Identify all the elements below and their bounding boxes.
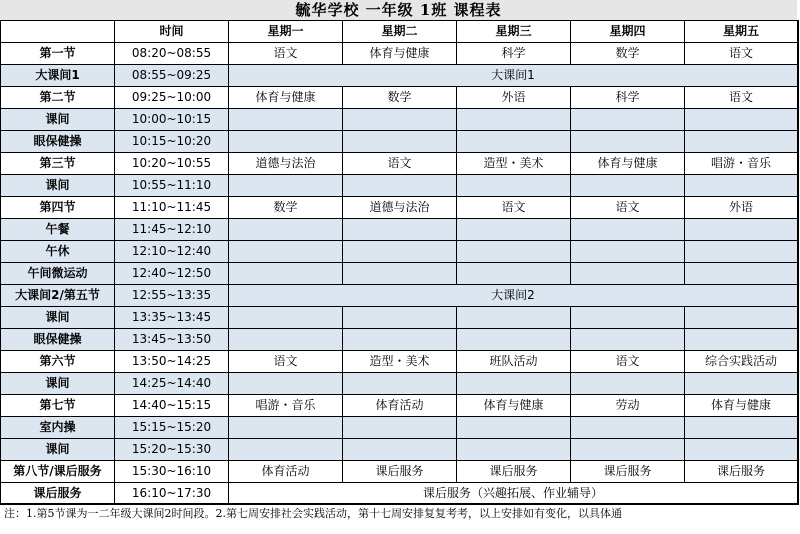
cell-thursday[interactable]: 课后服务 [571,461,685,483]
cell-tuesday[interactable] [343,307,457,329]
cell-friday[interactable] [685,131,798,153]
cell-tuesday[interactable] [343,329,457,351]
cell-thursday[interactable] [571,439,685,461]
cell-thursday[interactable] [571,263,685,285]
period-time[interactable]: 13:50~14:25 [115,351,229,373]
cell-tuesday[interactable]: 课后服务 [343,461,457,483]
cell-wednesday[interactable] [457,307,571,329]
cell-tuesday[interactable] [343,241,457,263]
period-label[interactable]: 课间 [1,439,115,461]
cell-friday[interactable] [685,373,798,395]
cell-monday[interactable] [229,373,343,395]
period-time[interactable]: 12:40~12:50 [115,263,229,285]
cell-monday[interactable] [229,307,343,329]
period-label[interactable]: 课间 [1,175,115,197]
period-time[interactable]: 14:40~15:15 [115,395,229,417]
cell-thursday[interactable] [571,219,685,241]
period-label[interactable]: 午休 [1,241,115,263]
cell-tuesday[interactable] [343,219,457,241]
cell-tuesday[interactable] [343,109,457,131]
table-row [1,417,798,439]
cell-friday[interactable]: 语文 [685,43,798,65]
cell-monday[interactable]: 语文 [229,43,343,65]
table-row [1,219,798,241]
period-label[interactable]: 第四节 [1,197,115,219]
cell-monday[interactable] [229,175,343,197]
cell-wednesday[interactable] [457,373,571,395]
cell-friday[interactable] [685,175,798,197]
merged-cell[interactable]: 课后服务（兴趣拓展、作业辅导） [229,483,798,505]
period-label[interactable]: 第七节 [1,395,115,417]
period-time[interactable]: 09:25~10:00 [115,87,229,109]
cell-friday[interactable] [685,417,798,439]
table-row [1,131,798,153]
cell-monday[interactable] [229,263,343,285]
cell-monday[interactable] [229,329,343,351]
cell-tuesday[interactable]: 体育与健康 [343,43,457,65]
period-time[interactable]: 15:15~15:20 [115,417,229,439]
cell-tuesday[interactable]: 体育活动 [343,395,457,417]
cell-friday[interactable] [685,241,798,263]
cell-thursday[interactable] [571,417,685,439]
table-row [1,109,798,131]
table-row [1,197,798,219]
cell-friday[interactable]: 外语 [685,197,798,219]
merged-cell[interactable]: 大课间1 [229,65,798,87]
period-time[interactable]: 10:00~10:15 [115,109,229,131]
period-time[interactable]: 10:55~11:10 [115,175,229,197]
cell-tuesday[interactable] [343,417,457,439]
period-label[interactable]: 大课间1 [1,65,115,87]
header-corner[interactable] [1,21,115,43]
period-label[interactable]: 眼保健操 [1,329,115,351]
period-label[interactable]: 第一节 [1,43,115,65]
table-row [1,87,798,109]
cell-thursday[interactable]: 语文 [571,197,685,219]
cell-wednesday[interactable] [457,439,571,461]
cell-tuesday[interactable]: 道德与法治 [343,197,457,219]
cell-monday[interactable]: 语文 [229,351,343,373]
cell-monday[interactable] [229,439,343,461]
cell-wednesday[interactable]: 科学 [457,43,571,65]
period-label[interactable]: 第三节 [1,153,115,175]
cell-friday[interactable] [685,109,798,131]
period-label[interactable]: 第二节 [1,87,115,109]
cell-tuesday[interactable] [343,175,457,197]
table-row [1,439,798,461]
cell-monday[interactable] [229,109,343,131]
cell-wednesday[interactable] [457,131,571,153]
cell-monday[interactable]: 数学 [229,197,343,219]
period-label[interactable]: 午间微运动 [1,263,115,285]
header-monday[interactable]: 星期一 [229,21,343,43]
cell-thursday[interactable] [571,175,685,197]
period-time[interactable]: 10:15~10:20 [115,131,229,153]
period-label[interactable]: 室内操 [1,417,115,439]
cell-tuesday[interactable] [343,131,457,153]
period-time[interactable]: 15:30~16:10 [115,461,229,483]
cell-wednesday[interactable] [457,219,571,241]
table-row [1,65,798,87]
table-row [1,395,798,417]
cell-thursday[interactable] [571,307,685,329]
period-label[interactable]: 课间 [1,373,115,395]
header-row [1,21,798,43]
timetable [0,20,798,505]
cell-thursday[interactable] [571,109,685,131]
period-time[interactable]: 08:20~08:55 [115,43,229,65]
cell-tuesday[interactable] [343,263,457,285]
cell-friday[interactable]: 课后服务 [685,461,798,483]
cell-wednesday[interactable]: 班队活动 [457,351,571,373]
cell-friday[interactable] [685,263,798,285]
period-time[interactable]: 15:20~15:30 [115,439,229,461]
cell-tuesday[interactable] [343,439,457,461]
period-time[interactable]: 10:20~10:55 [115,153,229,175]
header-wednesday[interactable]: 星期三 [457,21,571,43]
cell-tuesday[interactable]: 语文 [343,153,457,175]
table-row [1,351,798,373]
footnote: 注：1.第5节课为一二年级大课间2时间段。2.第七周安排社会实践活动，第十七周安排复复考考，以上安排如有变化，以具体通 [4,507,622,520]
period-label[interactable]: 课后服务 [1,483,115,505]
period-time[interactable]: 08:55~09:25 [115,65,229,87]
header-time[interactable]: 时间 [115,21,229,43]
period-time[interactable]: 16:10~17:30 [115,483,229,505]
cell-friday[interactable]: 语文 [685,87,798,109]
period-label[interactable]: 第六节 [1,351,115,373]
period-time[interactable]: 11:10~11:45 [115,197,229,219]
cell-thursday[interactable]: 数学 [571,43,685,65]
period-time[interactable]: 12:55~13:35 [115,285,229,307]
header-friday[interactable]: 星期五 [685,21,798,43]
period-time[interactable]: 11:45~12:10 [115,219,229,241]
table-row [1,373,798,395]
cell-tuesday[interactable]: 造型・美术 [343,351,457,373]
table-frame-bottom [0,503,799,505]
cell-thursday[interactable]: 劳动 [571,395,685,417]
cell-friday[interactable] [685,439,798,461]
cell-thursday[interactable] [571,329,685,351]
cell-monday[interactable] [229,219,343,241]
cell-wednesday[interactable] [457,417,571,439]
cell-monday[interactable]: 体育与健康 [229,87,343,109]
cell-monday[interactable] [229,417,343,439]
cell-friday[interactable]: 唱游・音乐 [685,153,798,175]
table-row [1,285,798,307]
header-thursday[interactable]: 星期四 [571,21,685,43]
period-label[interactable]: 课间 [1,109,115,131]
cell-wednesday[interactable] [457,329,571,351]
cell-wednesday[interactable]: 外语 [457,87,571,109]
cell-wednesday[interactable]: 体育与健康 [457,395,571,417]
cell-friday[interactable]: 综合实践活动 [685,351,798,373]
table-row [1,483,798,505]
period-time[interactable]: 13:45~13:50 [115,329,229,351]
table-row [1,461,798,483]
cell-wednesday[interactable] [457,175,571,197]
table-row [1,263,798,285]
period-time[interactable]: 14:25~14:40 [115,373,229,395]
cell-tuesday[interactable]: 数学 [343,87,457,109]
table-row [1,175,798,197]
cell-wednesday[interactable]: 语文 [457,197,571,219]
cell-wednesday[interactable] [457,241,571,263]
cell-thursday[interactable]: 语文 [571,351,685,373]
period-label[interactable]: 眼保健操 [1,131,115,153]
cell-friday[interactable] [685,307,798,329]
cell-monday[interactable]: 道德与法治 [229,153,343,175]
table-row [1,307,798,329]
cell-wednesday[interactable]: 造型・美术 [457,153,571,175]
period-time[interactable]: 13:35~13:45 [115,307,229,329]
cell-tuesday[interactable] [343,373,457,395]
merged-cell[interactable]: 大课间2 [229,285,798,307]
table-frame-right [797,20,799,504]
table-row [1,153,798,175]
cell-monday[interactable]: 体育活动 [229,461,343,483]
cell-thursday[interactable]: 体育与健康 [571,153,685,175]
cell-monday[interactable]: 唱游・音乐 [229,395,343,417]
cell-wednesday[interactable] [457,263,571,285]
table-row [1,43,798,65]
period-label[interactable]: 大课间2/第五节 [1,285,115,307]
cell-thursday[interactable] [571,131,685,153]
cell-friday[interactable]: 体育与健康 [685,395,798,417]
cell-thursday[interactable] [571,373,685,395]
period-label[interactable]: 午餐 [1,219,115,241]
cell-friday[interactable] [685,329,798,351]
table-row [1,329,798,351]
cell-thursday[interactable] [571,241,685,263]
cell-thursday[interactable]: 科学 [571,87,685,109]
header-tuesday[interactable]: 星期二 [343,21,457,43]
table-row [1,241,798,263]
period-time[interactable]: 12:10~12:40 [115,241,229,263]
cell-friday[interactable] [685,219,798,241]
period-label[interactable]: 课间 [1,307,115,329]
cell-wednesday[interactable]: 课后服务 [457,461,571,483]
cell-monday[interactable] [229,241,343,263]
sheet-title: 毓华学校 一年级 1班 课程表 [0,0,797,20]
period-label[interactable]: 第八节/课后服务 [1,461,115,483]
cell-monday[interactable] [229,131,343,153]
cell-wednesday[interactable] [457,109,571,131]
